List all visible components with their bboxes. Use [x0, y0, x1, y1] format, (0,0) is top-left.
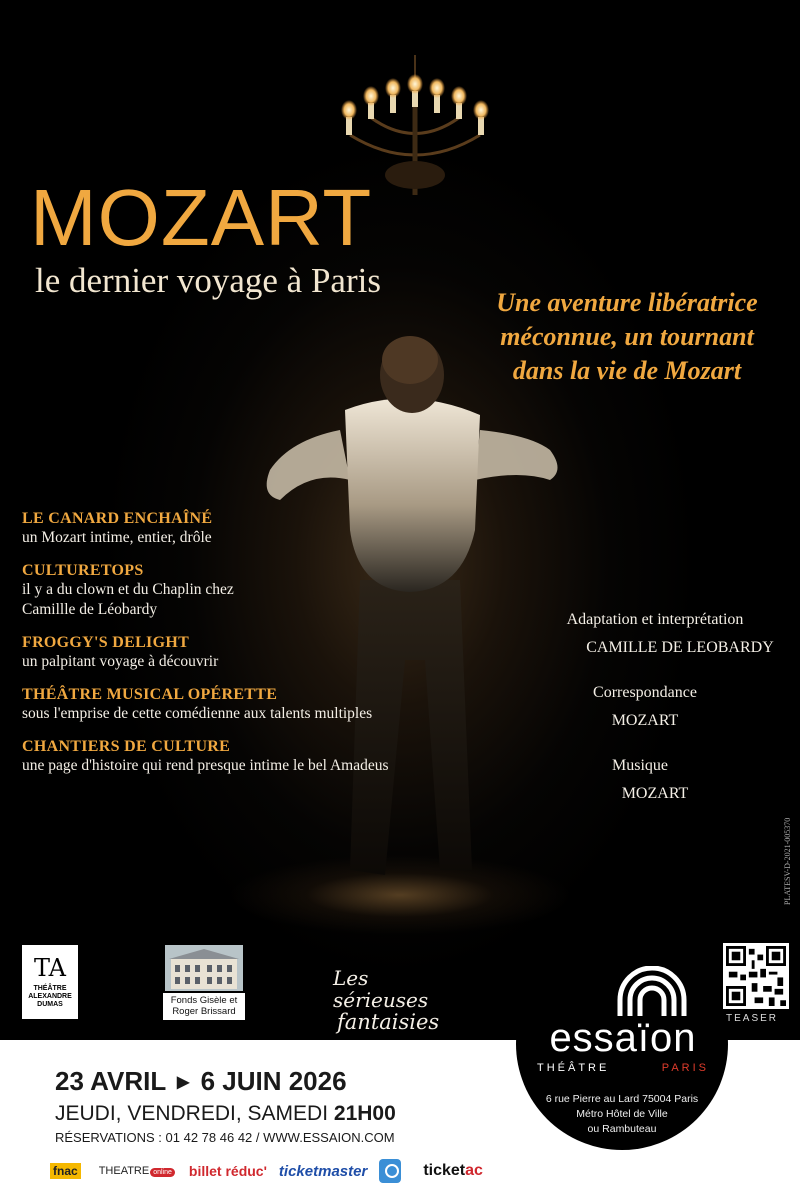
theatre-alexandre-dumas-logo [22, 945, 78, 1019]
review-item [18, 686, 518, 724]
date-range [55, 1066, 347, 1097]
tagline-line: Une aventure libératrice [496, 288, 758, 317]
ticketac-suffix: ac [465, 1162, 483, 1179]
address-line: Métro Hôtel de Ville [576, 1108, 668, 1120]
fonds-line: Fonds Gisèle et [170, 995, 238, 1006]
fonds-brissard-logo [163, 945, 245, 1020]
ta-line: DUMAS [37, 1001, 63, 1008]
credit-role: Musique [612, 757, 668, 774]
billet-reduc-logo[interactable]: billet réduc' [188, 1163, 267, 1179]
review-quote: un palpitant voyage à découvrir [22, 653, 219, 670]
date-start: 23 AVRIL [55, 1066, 166, 1096]
review-source: LE CANARD ENCHAÎNÉ [22, 510, 213, 527]
credit-correspondance [520, 679, 790, 735]
credit-name: CAMILLE DE LEOBARDY [586, 639, 774, 656]
ls-line2: fantaisies [337, 1010, 440, 1034]
review-source: CULTURETOPS [22, 562, 144, 579]
credit-role: Adaptation et interprétation [566, 611, 744, 628]
fonds-line: Roger Brissard [172, 1006, 236, 1017]
venue-subtitle [537, 1062, 709, 1074]
review-source: FROGGY'S DELIGHT [22, 634, 190, 651]
show-title: MOZART [30, 173, 373, 262]
address-line: ou Rambuteau [587, 1123, 657, 1135]
les-serieuses-fantaisies-logo [333, 968, 458, 1032]
venue-type: THÉÂTRE [537, 1062, 610, 1074]
date-arrow-icon: ▶ [177, 1074, 190, 1091]
theatre-online-text: THEATRE [98, 1165, 150, 1177]
venue-name: essaïon [549, 1016, 697, 1060]
review-source: CHANTIERS DE CULTURE [22, 738, 231, 755]
fonds-caption [163, 993, 245, 1020]
show-time: 21H00 [333, 1102, 396, 1125]
qr-label: TEASER [726, 1013, 779, 1024]
venue-address [527, 1092, 717, 1137]
show-subtitle: le dernier voyage à Paris [35, 261, 381, 300]
credits [520, 606, 790, 825]
fnac-logo[interactable]: fnac [50, 1163, 81, 1179]
ticketmaster-logo[interactable]: ticketmaster [278, 1162, 368, 1180]
starterplus-icon[interactable] [379, 1159, 401, 1183]
review-item [18, 510, 518, 548]
review-quote: Camillle de Léobardy [22, 601, 158, 618]
press-reviews [18, 510, 518, 790]
credit-role: Correspondance [593, 684, 697, 701]
qr-code-icon[interactable] [723, 943, 789, 1009]
review-quote: il y a du clown et du Chaplin chez [22, 581, 234, 598]
ls-line1: Les sérieuses [333, 966, 429, 1012]
review-item [18, 738, 518, 776]
review-item [18, 562, 518, 620]
credit-name: MOZART [611, 712, 679, 729]
credit-musique [520, 752, 790, 808]
review-item [18, 634, 518, 672]
online-badge: online [150, 1168, 175, 1177]
tagline-line: dans la vie de Mozart [512, 356, 742, 385]
review-quote: sous l'emprise de cette comédienne aux talents multiples [22, 705, 373, 722]
chateau-image [165, 945, 243, 991]
venue-city: PARIS [661, 1062, 709, 1074]
days-text: JEUDI, VENDREDI, SAMEDI [55, 1102, 329, 1125]
review-quote: une page d'histoire qui rend presque intime le bel Amadeus [22, 757, 389, 774]
ticketac-logo[interactable] [423, 1162, 483, 1180]
credit-adaptation [520, 606, 790, 662]
tagline-line: méconnue, un tournant [500, 322, 754, 351]
ta-mark: TA [33, 954, 67, 982]
arch-icon [614, 966, 690, 1016]
tagline [462, 286, 792, 388]
license-code: PLATESV-D-2021-005370 [783, 817, 792, 905]
ta-line: THÉÂTRE [33, 985, 67, 992]
theatre-online-logo[interactable] [99, 1165, 175, 1177]
address-line: 6 rue Pierre au Lard 75004 Paris [545, 1093, 699, 1105]
reservations-info[interactable]: RÉSERVATIONS : 01 42 78 46 42 / WWW.ESSAION.COM [55, 1130, 395, 1145]
ticket-partners [50, 1158, 483, 1184]
ta-line: ALEXANDRE [28, 993, 72, 1000]
review-quote: un Mozart intime, entier, drôle [22, 529, 212, 546]
performance-days [55, 1102, 396, 1126]
credit-name: MOZART [621, 785, 689, 802]
date-end: 6 JUIN 2026 [200, 1066, 347, 1096]
ticketac-text: ticket [423, 1162, 466, 1179]
review-source: THÉÂTRE MUSICAL OPÉRETTE [22, 686, 278, 703]
